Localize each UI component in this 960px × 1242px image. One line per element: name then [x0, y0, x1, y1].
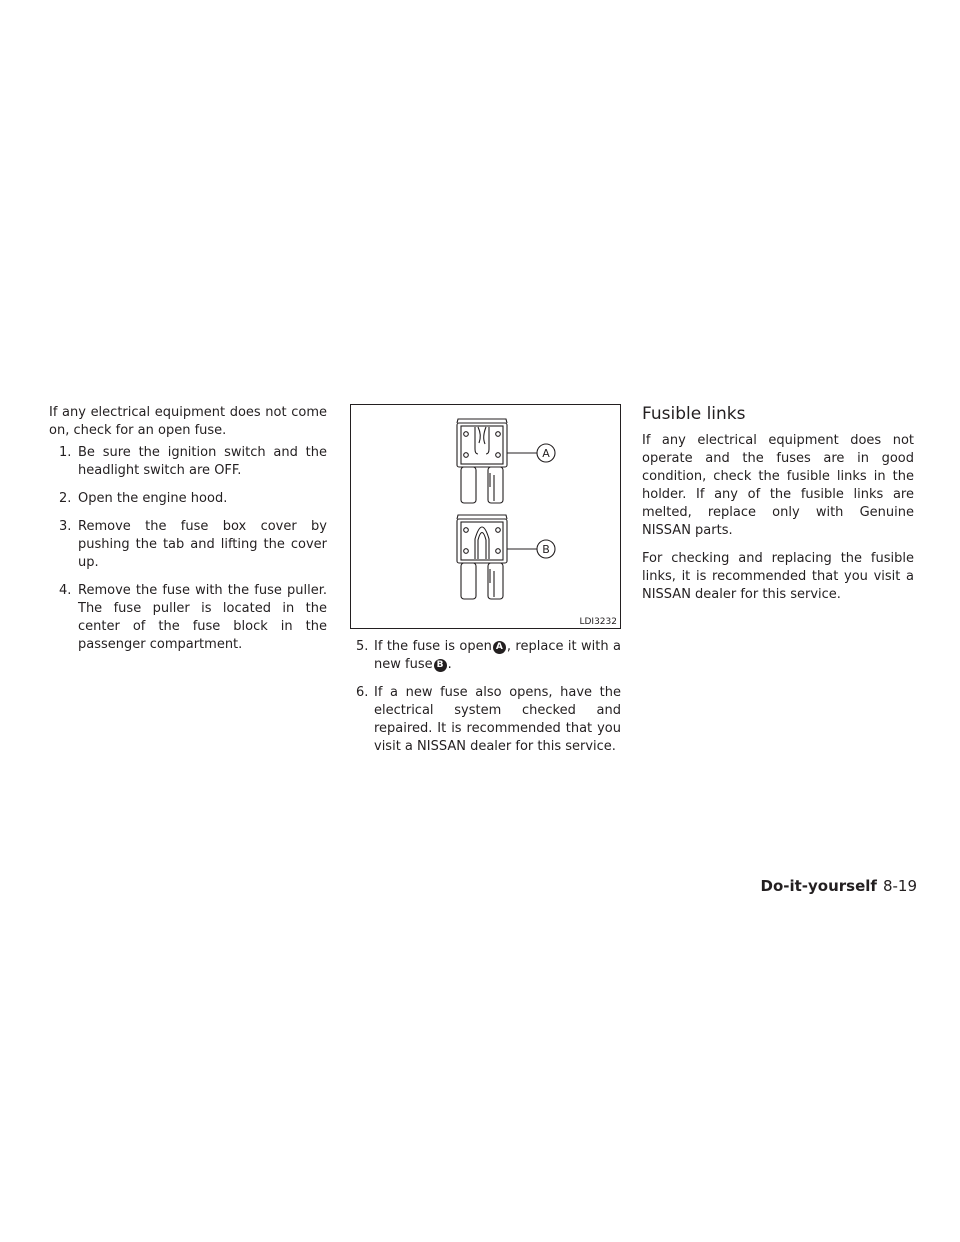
callout-label-b: B [542, 543, 550, 556]
callout-label-a: A [542, 447, 550, 460]
right-column [642, 404, 914, 614]
page-footer [761, 877, 918, 895]
blown-fuse-a [457, 419, 507, 503]
section-heading: Fusible links [642, 404, 746, 424]
list-item: 6. If a new fuse also opens, have the electrical system checked and repaired. It is recommended that you visit a NISSAN dealer for this service. [356, 685, 621, 754]
list-item: 5. If the fuse is open A , replace it with a new fuse B . [356, 639, 621, 672]
fuse-replace-steps [350, 638, 621, 756]
list-item: 3. Remove the fuse box cover by pushing the tab and lifting the cover up. [59, 519, 327, 570]
page-number: 8-19 [882, 877, 917, 895]
footer-section-title: Do-it-yourself [760, 877, 877, 895]
list-item: 2. Open the engine hood. [59, 491, 228, 506]
list-item: 1. Be sure the ignition switch and the headlight switch are OFF. [59, 445, 327, 478]
fuse-check-steps [49, 444, 327, 654]
middle-column [350, 404, 621, 766]
good-fuse-b [457, 515, 507, 599]
list-item: 4. Remove the fuse with the fuse puller. The fuse puller is located in the center of the fuse block in the passenger compartment. [59, 583, 327, 652]
intro-paragraph: If any electrical equipment does not come on, check for an open fuse. [49, 405, 327, 438]
service-paragraph: For checking and replacing the fusible links, it is recommended that you visit a NISSAN dealer for this service. [642, 551, 914, 602]
fuse-illustration [350, 404, 621, 629]
marker-a-icon: A [493, 641, 506, 654]
fuse-diagram [351, 405, 620, 628]
fusible-links-paragraph: If any electrical equipment does not operate and the fuses are in good condition, check the fusible links in the holder. If any of the fusible links are melted, replace only with Genuine NISSAN parts. [642, 433, 914, 538]
left-column [49, 404, 327, 664]
figure-code: LDI3232 [579, 617, 617, 627]
marker-b-icon: B [434, 659, 447, 672]
